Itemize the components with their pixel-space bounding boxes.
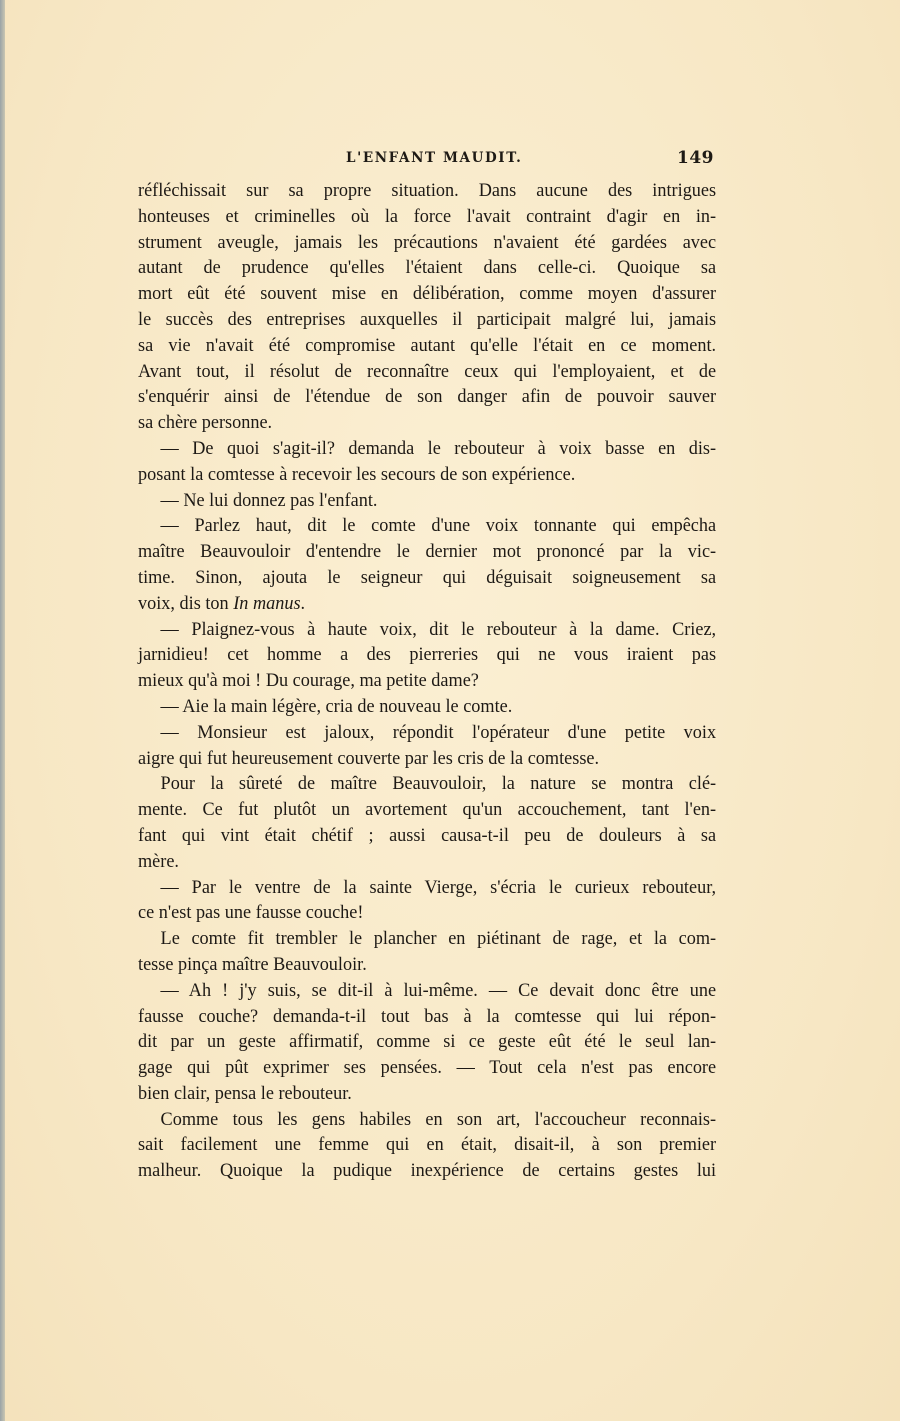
text-line-content: posant la comtesse à recevoir les secours de son expérience. [138,463,576,485]
text-line [138,720,716,746]
text-line-content: sa chère personne. [138,412,273,434]
text-line [138,462,716,488]
text-line-content: bien clair, pensa le rebouteur. [138,1082,352,1104]
text-line-content: maître Beauvouloir d'entendre le dernier mot prononcé par la vic- [138,541,717,563]
text-line-tail: . [300,592,306,614]
text-line-content: réfléchissait sur sa propre situation. Dans aucune des intrigues [138,180,717,201]
text-line-content: malheur. Quoique la pudique inexpérience de certains gestes lui [138,1160,717,1182]
text-line-content: — Parlez haut, dit le comte d'une voix tonnante qui empêcha [160,515,717,537]
text-line-content: Avant tout, il résolut de reconnaître ceux qui l'employaient, et de [138,360,717,382]
text-line-content: — Par le ventre de la sainte Vierge, s'écria le curieux rebouteur, [160,876,717,898]
text-line-content: — Ne lui donnez pas l'enfant. [160,489,378,511]
book-page [5,0,900,1421]
text-line [138,230,716,256]
text-line-content: — De quoi s'agit-il? demanda le rebouteur à voix basse en dis- [160,437,717,459]
text-line-content: mieux qu'à moi ! Du courage, ma petite dame? [138,670,479,692]
text-line-content: — Ah ! j'y suis, se dit-il à lui-même. — Ce devait donc être une [160,979,717,1001]
text-line [138,797,716,823]
page-number: 149 [677,148,714,168]
text-line-content: sait facilement une femme qui en était, disait-il, à son premier [138,1134,717,1156]
text-line [138,694,716,720]
text-line [138,668,716,694]
text-line [138,565,716,591]
text-line-content: gage qui pût exprimer ses pensées. — Tout cela n'est pas encore [138,1057,717,1079]
text-line [138,1081,716,1107]
text-line-content: strument aveugle, jamais les précautions n'avaient été gardées avec [138,231,717,253]
text-line-content: tesse pinça maître Beauvouloir. [138,953,367,975]
text-line [138,642,716,668]
text-line-content: sa vie n'avait été compromise autant qu'elle l'était en ce moment. [138,334,717,356]
text-line [138,1004,716,1030]
text-line [138,875,716,901]
text-line [138,513,716,539]
text-line-content: ce n'est pas une fausse couche! [138,902,364,924]
text-line [138,849,716,875]
text-line-content: Pour la sûreté de maître Beauvouloir, la nature se montra clé- [160,773,717,795]
text-line [138,771,716,797]
text-line-content: jarnidieu! cet homme a des pierreries qui ne vous iraient pas [138,644,717,666]
text-line [138,617,716,643]
text-line-content: Comme tous les gens habiles en son art, l'accoucheur reconnais- [160,1108,717,1130]
text-line [138,539,716,565]
text-line [138,978,716,1004]
text-line-content: voix, dis ton [138,592,234,614]
text-line [138,746,716,772]
text-line [138,178,716,204]
text-line-content: autant de prudence qu'elles l'étaient dans celle-ci. Quoique sa [138,257,717,279]
text-line [138,307,716,333]
text-line-content: Le comte fit trembler le plancher en piétinant de rage, et la com- [160,928,717,950]
text-line [138,1055,716,1081]
text-line [138,591,716,617]
text-line [138,823,716,849]
text-line-content: mort eût été souvent mise en délibération, comme moyen d'assurer [138,283,717,305]
italic-phrase: In manus [233,592,301,614]
running-head [138,146,716,172]
text-line [138,952,716,978]
text-line [138,281,716,307]
text-line [138,900,716,926]
text-line [138,359,716,385]
text-line [138,488,716,514]
text-line [138,384,716,410]
text-line-content: le succès des entreprises auxquelles il participait malgré lui, jamais [138,308,717,330]
text-line-content: time. Sinon, ajouta le seigneur qui déguisait soigneusement sa [138,566,717,588]
text-line [138,1029,716,1055]
text-line-content: s'enquérir ainsi de l'étendue de son danger afin de pouvoir sauver [138,386,717,408]
body-text [138,178,717,1184]
text-line-content: mère. [138,850,179,872]
text-line [138,1132,716,1158]
text-line-content: aigre qui fut heureusement couverte par les cris de la comtesse. [138,747,600,769]
text-line-content: mente. Ce fut plutôt un avortement qu'un accouchement, tant l'en- [138,799,717,821]
text-line-content: — Aie la main légère, cria de nouveau le comte. [160,695,513,717]
text-line [138,255,716,281]
text-line [138,410,716,436]
text-line [138,333,716,359]
running-title: L'ENFANT MAUDIT. [346,150,523,166]
text-line-content: — Monsieur est jaloux, répondit l'opérateur d'une petite voix [160,721,717,743]
text-line [138,204,716,230]
text-line-content: honteuses et criminelles où la force l'avait contraint d'agir en in- [138,205,717,227]
text-line-content: dit par un geste affirmatif, comme si ce geste eût été le seul lan- [138,1031,717,1053]
text-line [138,926,716,952]
text-line-content: — Plaignez-vous à haute voix, dit le rebouteur à la dame. Criez, [160,618,717,640]
text-line [138,1158,716,1184]
text-line-content: fausse couche? demanda-t-il tout bas à la comtesse qui lui répon- [138,1005,717,1027]
text-line [138,436,716,462]
text-line-content: fant qui vint était chétif ; aussi causa-t-il peu de douleurs à sa [138,824,717,846]
text-line [138,1107,716,1133]
